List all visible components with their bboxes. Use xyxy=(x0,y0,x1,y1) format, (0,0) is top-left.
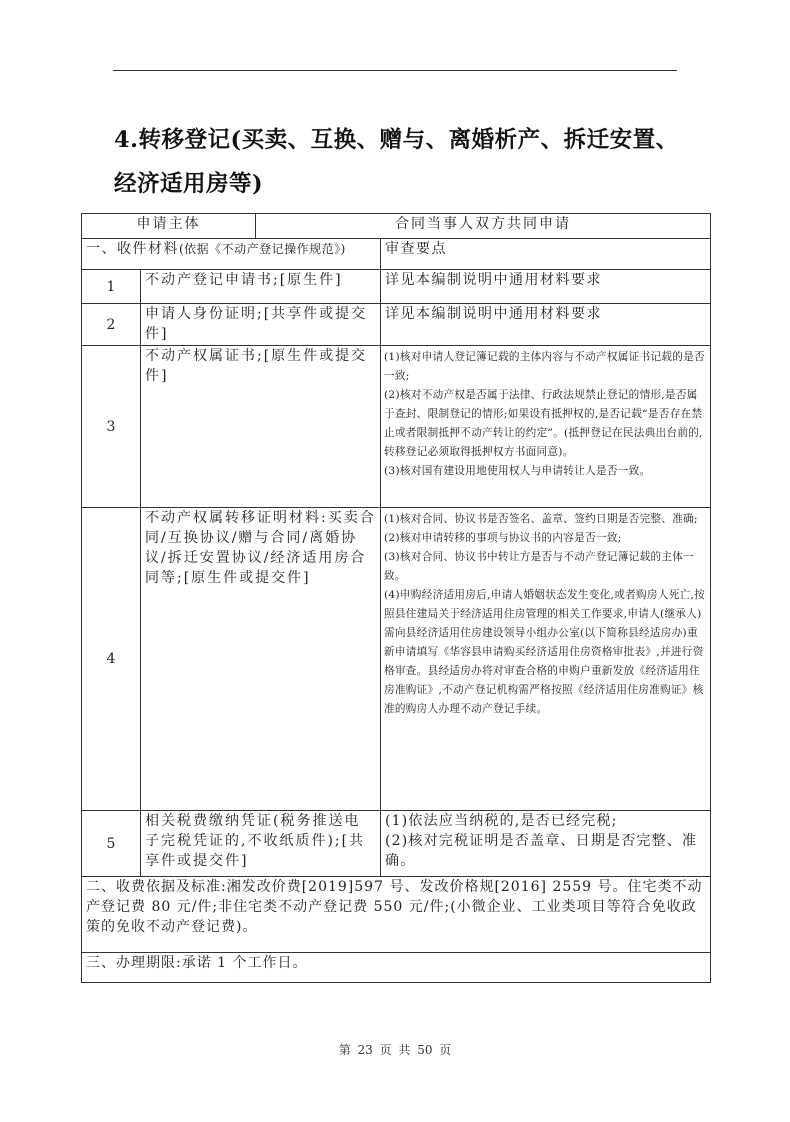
review-point: (1)依法应当纳税的,是否已经完税; xyxy=(385,813,618,829)
review-point: (2)核对完税证明是否盖章、日期是否完整、准确。 xyxy=(385,833,698,869)
row-number: 3 xyxy=(82,346,141,508)
review-point: (2)核对不动产权是否属于法律、行政法规禁止登记的情形,是否属于查封、限制登记的情形;如果设有抵押权的,是否记载“是否存在禁止或者限制抵押不动产转让的约定”。(抵押登记在民法典出台前的,转移登记必须取得抵押权方书面同意)。 xyxy=(384,389,703,458)
row-number: 5 xyxy=(82,811,141,877)
applicant-value: 合同当事人双方共同申请 xyxy=(256,214,711,239)
table-row xyxy=(82,270,711,304)
material-cell: 不动产登记申请书;[原生件] xyxy=(141,270,381,304)
material-cell: 不动产权属转移证明材料:买卖合同/互换协议/赠与合同/离婚协议/拆迁安置协议/经济适用房合同等;[原生件或提交件] xyxy=(141,508,381,811)
material-cell: 申请人身份证明;[共享件或提交件] xyxy=(141,304,381,346)
deadline-text: 三、办理期限:承诺 1 个工作日。 xyxy=(82,953,711,983)
fees-row xyxy=(82,877,711,953)
registration-table xyxy=(81,213,711,983)
page-number: 第 23 页 共 50 页 xyxy=(338,1043,452,1057)
review-cell xyxy=(381,508,711,811)
review-cell: 详见本编制说明中通用材料要求 xyxy=(381,270,711,304)
applicant-label: 申请主体 xyxy=(82,214,256,239)
review-point: (3)核对合同、协议书中转让方是否与不动产登记簿记载的主体一致。 xyxy=(384,551,695,582)
material-cell: 相关税费缴纳凭证(税务推送电子完税凭证的,不收纸质件);[共享件或提交件] xyxy=(141,811,381,877)
review-cell: 详见本编制说明中通用材料要求 xyxy=(381,304,711,346)
review-cell xyxy=(381,346,711,508)
header-rule xyxy=(113,70,677,71)
fees-text: 二、收费依据及标准:湘发改价费[2019]597 号、发改价格规[2016] 2559 号。住宅类不动产登记费 80 元/件;非住宅类不动产登记费 550 元/件;(小微企业、工业类项目等符合免收政策的免收不动产登记费)。 xyxy=(82,877,711,953)
materials-heading-main: 一、收件材料 xyxy=(86,241,179,257)
table-row xyxy=(82,811,711,877)
review-point: (2)核对申请转移的事项与协议书的内容是否一致; xyxy=(384,532,622,544)
table-row xyxy=(82,304,711,346)
materials-heading-note: (依据《不动产登记操作规范》) xyxy=(179,242,346,256)
review-point: (1)核对合同、协议书是否签名、盖章、签约日期是否完整、准确; xyxy=(384,513,698,525)
material-cell: 不动产权属证书;[原生件或提交件] xyxy=(141,346,381,508)
table-row xyxy=(82,346,711,508)
review-point: (1)核对申请人登记簿记载的主体内容与不动产权属证书记载的是否一致; xyxy=(384,351,705,382)
row-number: 2 xyxy=(82,304,141,346)
review-heading: 审查要点 xyxy=(381,239,711,270)
table-row xyxy=(82,508,711,811)
deadline-row xyxy=(82,953,711,983)
applicant-row xyxy=(82,214,711,239)
review-cell xyxy=(381,811,711,877)
materials-heading xyxy=(82,239,381,270)
materials-heading-row xyxy=(82,239,711,270)
review-point: (4)申购经济适用房后,申请人婚姻状态发生变化,或者购房人死亡,按照县住建局关于经济适用住房管理的相关工作要求,申请人(继承人)需向县经济适用住房建设领导小组办公室(以下简称县经适房办)重新申请填写《华容县申请购买经济适用住房资格审批表》,并进行资格审查。县经适房办将对审查合格的申购户重新发放《经济适用住房准购证》,不动产登记机构需严格按照《经济适用住房准购证》核准的购房人办理不动产登记手续。 xyxy=(384,589,706,715)
review-point: (3)核对国有建设用地使用权人与申请转让人是否一致。 xyxy=(384,465,651,477)
row-number: 1 xyxy=(82,270,141,304)
section-title: 4.转移登记(买卖、互换、赠与、离婚析产、拆迁安置、经济适用房等) xyxy=(114,127,679,197)
row-number: 4 xyxy=(82,508,141,811)
